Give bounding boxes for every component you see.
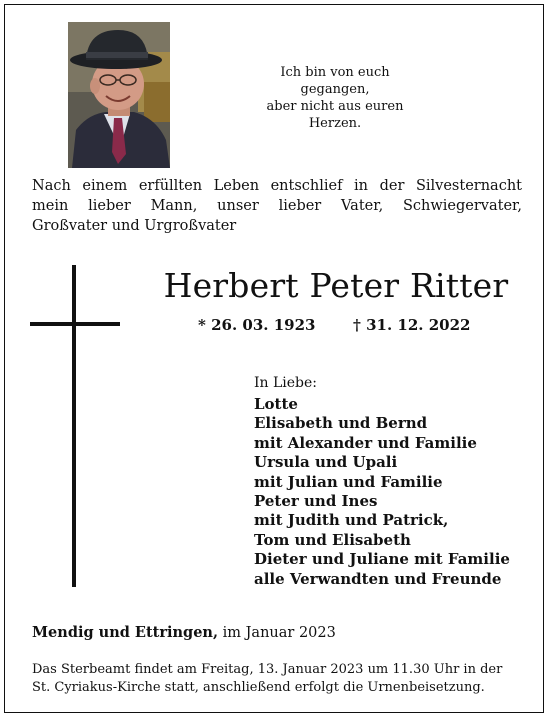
portrait-photo bbox=[68, 22, 170, 168]
notice-line: Das Sterbeamt findet am Freitag, 13. Januar 2023 um 11.30 Uhr in der bbox=[32, 662, 503, 677]
mourner-entry: Tom und Elisabeth bbox=[254, 530, 411, 549]
death-date: † 31. 12. 2022 bbox=[353, 316, 471, 334]
intro-line: Nach einem erfüllten Leben entschlief in der Silvesternacht bbox=[32, 178, 522, 194]
mourners-list bbox=[254, 395, 510, 589]
cross-icon-bar bbox=[30, 322, 120, 326]
mourner-entry: Peter und Ines bbox=[254, 492, 378, 511]
funeral-notice bbox=[32, 661, 522, 697]
notice-line: St. Cyriakus-Kirche statt, anschließend erfolgt die Urnenbeisetzung. bbox=[32, 680, 485, 695]
motto-line: Herzen. bbox=[308, 116, 362, 131]
birth-date: * 26. 03. 1923 bbox=[198, 316, 316, 334]
intro-line: mein lieber Mann, unser lieber Vater, Schwiegervater, bbox=[32, 198, 522, 214]
motto-line: Ich bin von euch bbox=[280, 65, 390, 80]
motto-line: gegangen, bbox=[300, 82, 370, 97]
mourner-entry: mit Julian und Familie bbox=[254, 472, 443, 491]
place-names: Mendig und Ettringen, bbox=[32, 624, 219, 641]
motto-line: aber nicht aus euren bbox=[266, 99, 404, 114]
mourner-entry: Dieter und Juliane mit Familie bbox=[254, 550, 510, 569]
mourner-entry: alle Verwandten und Freunde bbox=[254, 569, 502, 588]
deceased-name: Herbert Peter Ritter bbox=[163, 266, 509, 305]
in-love-label: In Liebe: bbox=[254, 375, 318, 391]
place-month: im Januar 2023 bbox=[218, 625, 336, 641]
mourner-entry: mit Judith und Patrick, bbox=[254, 511, 449, 530]
cross-icon bbox=[72, 265, 76, 587]
mourner-entry: Ursula und Upali bbox=[254, 453, 398, 472]
mourner-entry: Lotte bbox=[254, 395, 298, 413]
intro-line: Großvater und Urgroßvater bbox=[32, 218, 237, 234]
mourner-entry: mit Alexander und Familie bbox=[254, 433, 477, 452]
place-date bbox=[32, 624, 336, 641]
farewell-motto bbox=[250, 64, 420, 132]
mourner-entry: Elisabeth und Bernd bbox=[254, 414, 428, 433]
intro-text bbox=[32, 176, 522, 236]
